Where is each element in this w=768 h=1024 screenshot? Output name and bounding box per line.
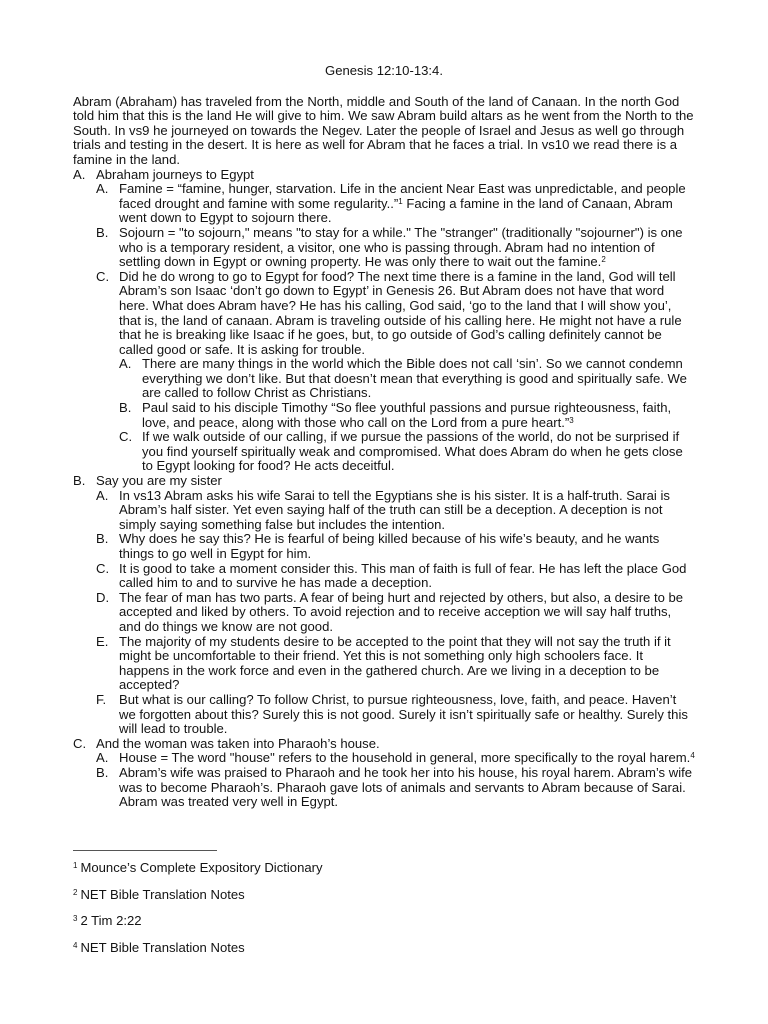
item-marker: B. xyxy=(96,764,109,780)
item-text: House = The word "house" refers to the household in general, more specifically to the royal harem. xyxy=(119,750,691,766)
list-item xyxy=(96,270,695,474)
item-text: Facing a famine in the land of Canaan, Abram went down to Egypt to sojourn there. xyxy=(119,195,673,226)
list-item xyxy=(96,693,695,737)
page-title: Genesis 12:10-13:4. xyxy=(325,63,443,78)
footnote-ref[interactable]: 2 xyxy=(601,255,606,265)
list-item xyxy=(119,430,695,474)
document-body xyxy=(73,64,695,810)
item-marker: E. xyxy=(96,633,109,649)
item-text: The majority of my students desire to be accepted to the point that they will not say the truth if it might be uncomfortable to their friend. Yet this is not something only high schoolers face. It happens in the work force and even in the gathered church. Are we living in a deception to be accepted? xyxy=(119,633,671,693)
item-text: Did he do wrong to go to Egypt for food? The next time there is a famine in the land, God will tell Abram’s son Isaac ‘don’t go down to Egypt’ in Genesis 26. But Abram does not have that word here. What does Abram have? He has his calling, God said, ‘go to the land that I will show you’, that is, the land of canaan. Abram is traveling outside of his calling here. He might not have a rule that he is breaking like Isaac if he goes, but, to go outside of God’s calling definitely cannot be called good or safe. It is asking for trouble. xyxy=(119,268,682,357)
footnote-text: 2 Tim 2:22 xyxy=(80,913,142,928)
item-marker: B. xyxy=(96,224,109,240)
footnote-text: NET Bible Translation Notes xyxy=(80,886,245,902)
item-marker: C. xyxy=(96,560,110,576)
footnote xyxy=(73,941,323,968)
footnote-ref[interactable]: 4 xyxy=(690,751,695,761)
footnote-number: 2 xyxy=(73,887,78,897)
list-item xyxy=(119,357,695,401)
item-marker: A. xyxy=(96,750,109,766)
item-text: Abram’s wife was praised to Pharaoh and he took her into his house, his royal harem. Abram’s wife was to become Pharaoh’s. Pharaoh gave lots of animals and servants to Abram because of Sarai. Abram was treated very well in Egypt. xyxy=(119,764,693,810)
section-marker: A. xyxy=(73,166,86,182)
footnote-ref[interactable]: 3 xyxy=(569,415,574,425)
footnote-number: 4 xyxy=(73,940,78,950)
footnotes xyxy=(73,861,323,967)
section-heading: And the woman was taken into Pharaoh’s house. xyxy=(96,735,380,751)
section-heading: Abraham journeys to Egypt xyxy=(96,166,254,182)
footnote xyxy=(73,861,323,888)
item-text: But what is our calling? To follow Christ, to pursue righteousness, love, faith, and peace. Haven’t we forgotten about this? Surely this is not good. Surely it isn’t spiritually safe or healthy. Surely this will lead to trouble. xyxy=(119,691,688,737)
list-item xyxy=(96,751,695,766)
item-marker: C. xyxy=(119,429,133,445)
item-marker: A. xyxy=(96,181,109,197)
item-text: Paul said to his disciple Timothy “So flee youthful passions and pursue righteousness, faith, love, and peace, along with those who call on the Lord from a pure heart.” xyxy=(142,400,672,430)
intro-paragraph: Abram (Abraham) has traveled from the North, middle and South of the land of Canaan. In the north God told him that this is the land He will give to him. We saw Abram build altars as he went from the North to the South. In vs9 he journeyed on towards the Negev. Later the people of Israel and Jesus as well go through trials and testing in the desert. It is here as well for Abram that he faces a trial. In vs10 we read there is a famine in the land. xyxy=(73,93,694,167)
list-item xyxy=(96,532,695,561)
item-marker: A. xyxy=(96,487,109,503)
list-item xyxy=(96,591,695,635)
section-marker: C. xyxy=(73,735,87,751)
item-text: Sojourn = "to sojourn," means "to stay for a while." The "stranger" (traditionally "sojourner") is one who is a temporary resident, a visitor, one who is passing through. Abram had no intention of settling down in Egypt or owning property. He was only there to wait out the famine. xyxy=(119,224,683,270)
section-b xyxy=(73,474,695,737)
item-text: Why does he say this? He is fearful of being killed because of his wife’s beauty, and he wants things to go well in Egypt for him. xyxy=(119,531,660,561)
item-marker: B. xyxy=(119,400,132,416)
item-text: The fear of man has two parts. A fear of being hurt and rejected by others, but also, a desire to be accepted and liked by others. To avoid rejection and to receive acception we will say half truths, and do things we know are not good. xyxy=(119,589,684,634)
list-item xyxy=(96,489,695,533)
item-text: It is good to take a moment consider this. This man of faith is full of fear. He has left the place God called him to and to survive he has made a deception. xyxy=(119,560,687,591)
section-heading: Say you are my sister xyxy=(96,473,222,489)
footnote-number: 3 xyxy=(73,914,78,923)
item-marker: C. xyxy=(96,268,110,284)
item-marker: F. xyxy=(96,691,107,707)
item-text: Famine = “famine, hunger, starvation. Life in the ancient Near East was unpredictable, and people faced drought and famine with some regularity..” xyxy=(119,181,686,211)
footnote-text: NET Bible Translation Notes xyxy=(80,939,245,955)
item-marker: D. xyxy=(96,589,110,605)
footnote-divider xyxy=(73,850,217,851)
list-item xyxy=(119,401,695,430)
item-text: If we walk outside of our calling, if we pursue the passions of the world, do not be surprised if you find yourself spiritually weak and compromised. What does Abram do when he gets close to Egypt looking for food? He acts deceitful. xyxy=(142,429,683,474)
footnote-text: Mounce’s Complete Expository Dictionary xyxy=(80,860,323,875)
list-item xyxy=(96,562,695,591)
item-text: In vs13 Abram asks his wife Sarai to tell the Egyptians she is his sister. It is a half-truth. Sarai is Abram’s half sister. Yet even saying half of the truth can still be a deception. A deception is not simply saying something false but includes the intention. xyxy=(119,487,670,532)
section-c xyxy=(73,737,695,810)
list-item xyxy=(96,226,695,270)
item-text: There are many things in the world which the Bible does not call ‘sin’. So we cannot condemn everything we don’t like. But that doesn’t mean that everything is good and spiritually safe. We are called to follow Christ as Christians. xyxy=(142,356,687,401)
footnote xyxy=(73,888,323,915)
list-item xyxy=(96,182,695,226)
list-item xyxy=(96,766,695,810)
section-marker: B. xyxy=(73,473,86,489)
item-marker: A. xyxy=(119,356,132,372)
item-marker: B. xyxy=(96,531,109,547)
section-a xyxy=(73,168,695,474)
footnote-number: 1 xyxy=(73,861,78,870)
outline xyxy=(73,168,695,810)
list-item xyxy=(96,635,695,693)
footnote-ref[interactable]: 1 xyxy=(398,196,403,206)
footnote xyxy=(73,914,323,941)
